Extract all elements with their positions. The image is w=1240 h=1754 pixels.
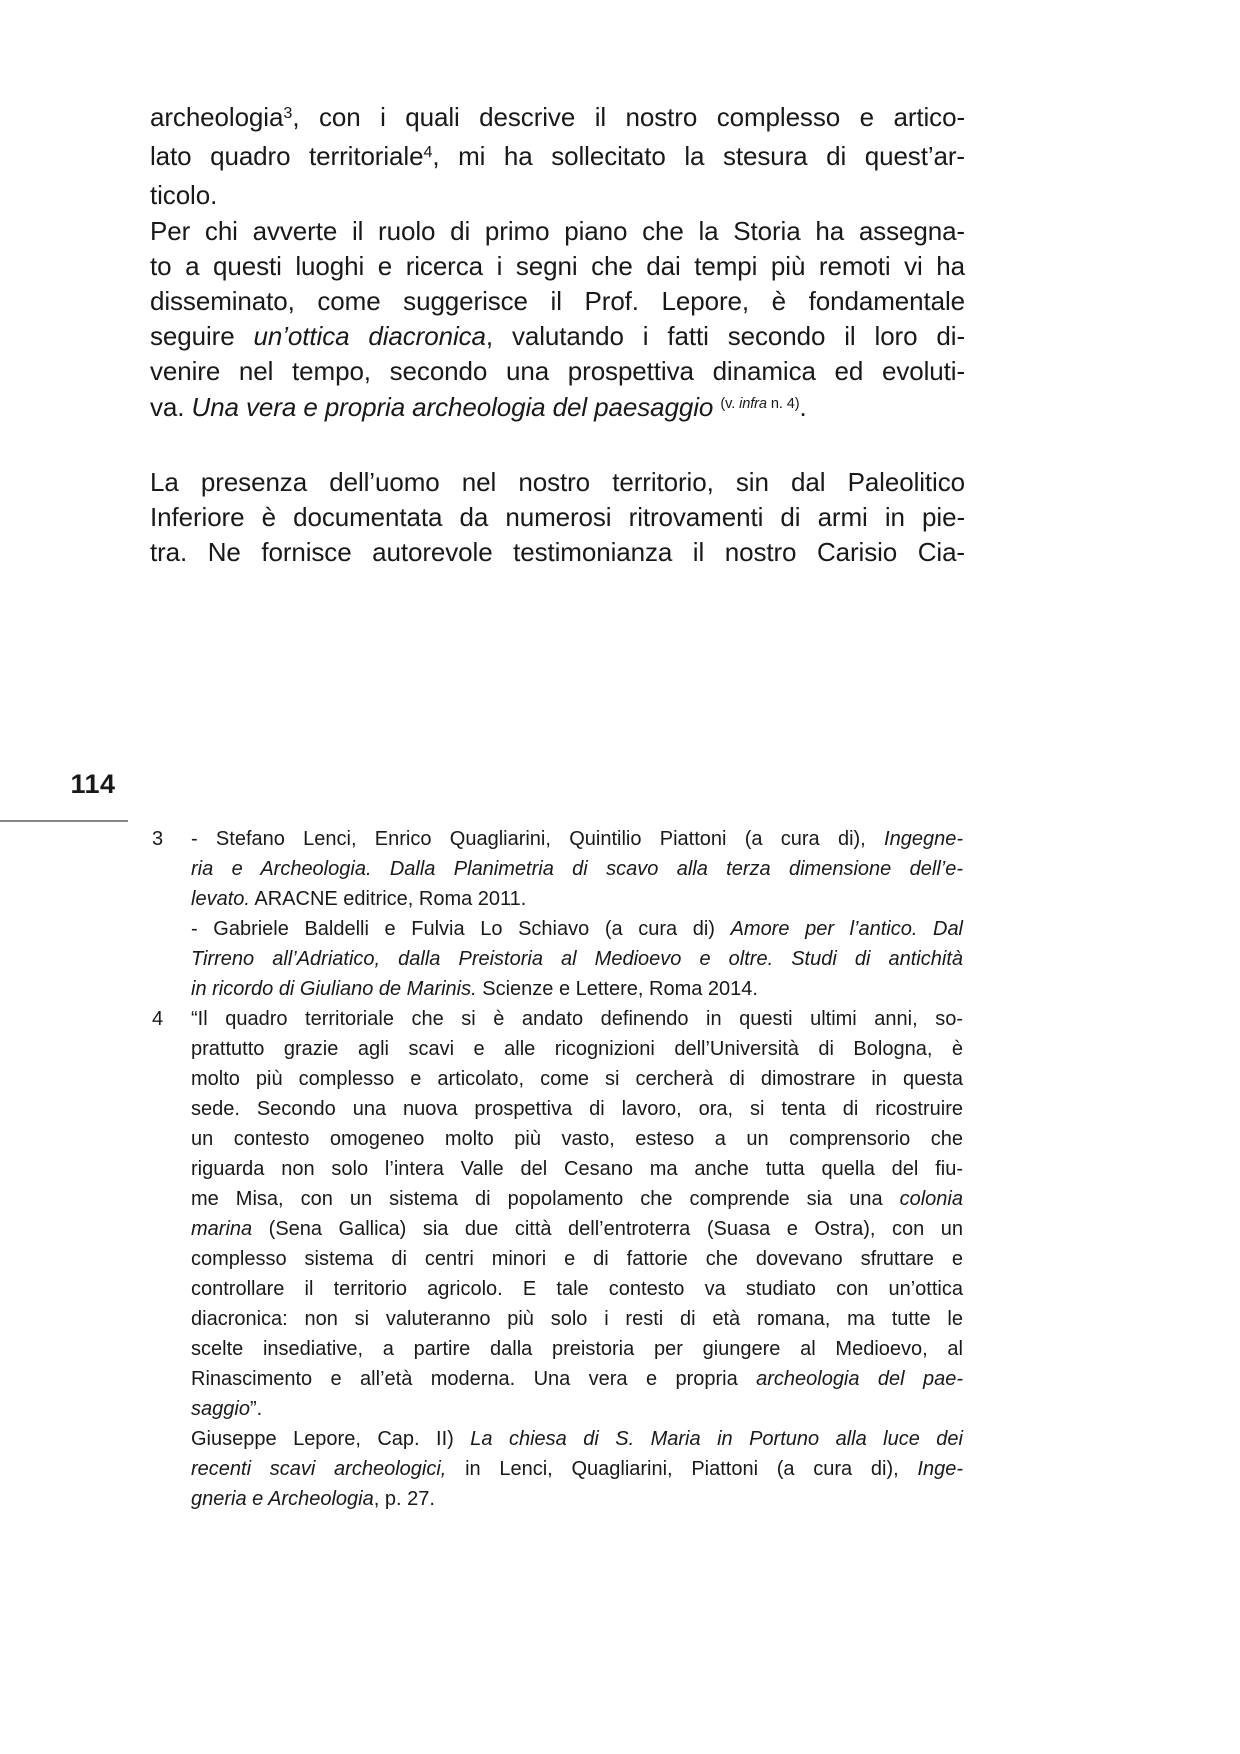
text-segment: La presenza dell’uomo nel nostro territorio, sin dal Paleolitico: [150, 466, 965, 497]
text-line: [191, 1484, 963, 1514]
footnote-reference: 3: [283, 103, 293, 122]
text-segment: controllare il territorio agricolo. E tale contesto va studiato con un’ottica: [191, 1278, 963, 1300]
text-line: [150, 284, 965, 319]
text-line: [191, 884, 963, 914]
text-line: [191, 1244, 963, 1274]
text-segment: sede. Secondo una nuova prospettiva di lavoro, ora, si tenta di ricostruire: [191, 1098, 963, 1120]
text-line: [150, 139, 965, 178]
text-segment: - Stefano Lenci, Enrico Quagliarini, Quintilio Piattoni (a cura di),: [191, 828, 885, 850]
text-segment: Per chi avverte il ruolo di primo piano che la Storia ha assegna-: [150, 215, 965, 246]
inline-note: infra: [739, 395, 767, 412]
text-line: [150, 390, 965, 430]
text-line: [191, 944, 963, 974]
paragraph: [150, 100, 965, 214]
text-segment: complesso sistema di centri minori e di fattorie che dovevano sfruttare e: [191, 1248, 963, 1270]
text-segment: archeologia: [150, 102, 284, 132]
text-line: [191, 1124, 963, 1154]
paragraph: [150, 465, 965, 571]
text-segment: Giuseppe Lepore, Cap. II): [191, 1428, 471, 1450]
text-segment: , valutando i fatti secondo il loro di-: [485, 321, 966, 352]
page-number: 114: [70, 769, 116, 799]
footnote-text: [191, 824, 963, 1004]
text-segment: in Lenci, Quagliarini, Piattoni (a cura di),: [446, 1458, 918, 1480]
text-segment: ARACNE editrice, Roma 2011.: [249, 888, 527, 910]
text-segment: disseminato, come suggerisce il Prof. Lepore, è fondamentale: [150, 286, 965, 317]
text-segment: colonia: [899, 1188, 963, 1210]
text-segment: molto più complesso e articolato, come si cercherà di dimostrare in questa: [191, 1068, 963, 1090]
text-segment: Ingegne-: [884, 828, 963, 850]
text-line: [191, 1424, 963, 1454]
text-line: [150, 319, 965, 354]
text-line: [191, 1034, 963, 1064]
text-segment: .: [799, 391, 807, 422]
text-segment: lato quadro territoriale: [150, 141, 424, 172]
inline-note: n. 4): [766, 395, 800, 412]
text-segment: gneria e Archeologia: [191, 1488, 374, 1510]
text-line: [191, 854, 963, 884]
footnote: [152, 824, 963, 1004]
text-line: [150, 178, 965, 213]
text-segment: marina: [191, 1218, 253, 1240]
text-segment: archeologia del pae-: [756, 1368, 963, 1390]
text-segment: - Gabriele Baldelli e Fulvia Lo Schiavo (a cura di): [191, 918, 731, 940]
footnote-marker: 3: [152, 828, 164, 850]
text-line: [191, 1394, 963, 1424]
text-segment: un’ottica diacronica: [253, 321, 486, 352]
text-segment: Una vera e propria archeologia del paesaggio: [191, 391, 714, 422]
text-segment: , p. 27.: [373, 1488, 435, 1510]
text-line: [191, 1454, 963, 1484]
text-segment: in ricordo di Giuliano de Marinis.: [191, 978, 477, 1000]
text-line: [191, 824, 963, 854]
text-segment: tra. Ne fornisce autorevole testimonianza il nostro Carisio Cia-: [150, 537, 965, 568]
footnote-reference: 4: [423, 143, 433, 162]
text-segment: Scienze e Lettere, Roma 2014.: [476, 978, 758, 1000]
text-line: [191, 1064, 963, 1094]
text-segment: ria e Archeologia. Dalla Planimetria di scavo alla terza dimensione dell’e-: [191, 858, 963, 880]
text-line: [191, 1334, 963, 1364]
text-line: [150, 354, 965, 389]
text-segment: recenti scavi archeologici,: [191, 1458, 447, 1480]
text-line: [191, 1214, 963, 1244]
text-segment: , mi ha sollecitato la stesura di quest’ar-: [432, 141, 965, 172]
text-segment: ”.: [249, 1398, 263, 1420]
text-segment: venire nel tempo, secondo una prospettiva dinamica ed evoluti-: [150, 356, 965, 387]
text-segment: , con i quali descrive il nostro complesso e artico-: [292, 102, 965, 132]
inline-note: (v.: [720, 395, 740, 412]
text-segment: riguarda non solo l’intera Valle del Cesano ma anche tutta quella del fiu-: [191, 1158, 963, 1180]
text-line: [191, 1184, 963, 1214]
text-line: [191, 1094, 963, 1124]
text-line: [150, 465, 965, 500]
text-segment: levato.: [191, 888, 250, 910]
text-segment: prattutto grazie agli scavi e alle ricognizioni dell’Università di Bologna, è: [191, 1038, 963, 1060]
text-line: [191, 1304, 963, 1334]
text-line: [150, 100, 965, 139]
text-line: [150, 500, 965, 535]
body-text: [150, 100, 965, 570]
text-segment: to a questi luoghi e ricerca i segni che dai tempi più remoti vi ha: [150, 250, 965, 281]
text-segment: “Il quadro territoriale che si è andato definendo in questi ultimi anni, so-: [191, 1008, 963, 1030]
text-segment: Rinascimento e all’età moderna. Una vera e propria: [191, 1368, 757, 1390]
paragraph: [150, 214, 965, 430]
text-segment: Tirreno all’Adriatico, dalla Preistoria al Medioevo e oltre. Studi di antichità: [191, 948, 963, 970]
text-segment: va.: [150, 391, 192, 422]
text-segment: diacronica: non si valuteranno più solo i resti di età romana, ma tutte le: [191, 1308, 963, 1330]
text-line: [150, 214, 965, 249]
text-segment: (Sena Gallica) sia due città dell’entroterra (Suasa e Ostra), con un: [252, 1218, 963, 1240]
text-segment: saggio: [191, 1398, 250, 1420]
text-segment: un contesto omogeneo molto più vasto, esteso a un comprensorio che: [191, 1128, 963, 1150]
text-segment: Inge-: [917, 1458, 964, 1480]
footnotes: [152, 824, 963, 1514]
text-segment: seguire: [150, 321, 254, 352]
text-line: [191, 1004, 963, 1034]
text-line: [191, 1154, 963, 1184]
text-segment: scelte insediative, a partire dalla preistoria per giungere al Medioevo, al: [191, 1338, 963, 1360]
text-segment: me Misa, con un sistema di popolamento che comprende sia una: [191, 1188, 900, 1210]
text-line: [150, 249, 965, 284]
divider-rule: [0, 820, 128, 822]
text-line: [150, 535, 965, 570]
text-line: [191, 974, 963, 1004]
footnote: [152, 1004, 963, 1514]
text-segment: La chiesa di S. Maria in Portuno alla luce dei: [470, 1428, 963, 1450]
text-segment: Inferiore è documentata da numerosi ritrovamenti di armi in pie-: [150, 502, 965, 533]
text-line: [191, 1364, 963, 1394]
text-line: [191, 1274, 963, 1304]
footnote-text: [191, 1004, 963, 1514]
text-segment: ticolo.: [150, 180, 218, 211]
text-line: [191, 914, 963, 944]
footnote-marker: 4: [152, 1008, 164, 1030]
text-segment: Amore per l’antico. Dal: [730, 918, 964, 940]
